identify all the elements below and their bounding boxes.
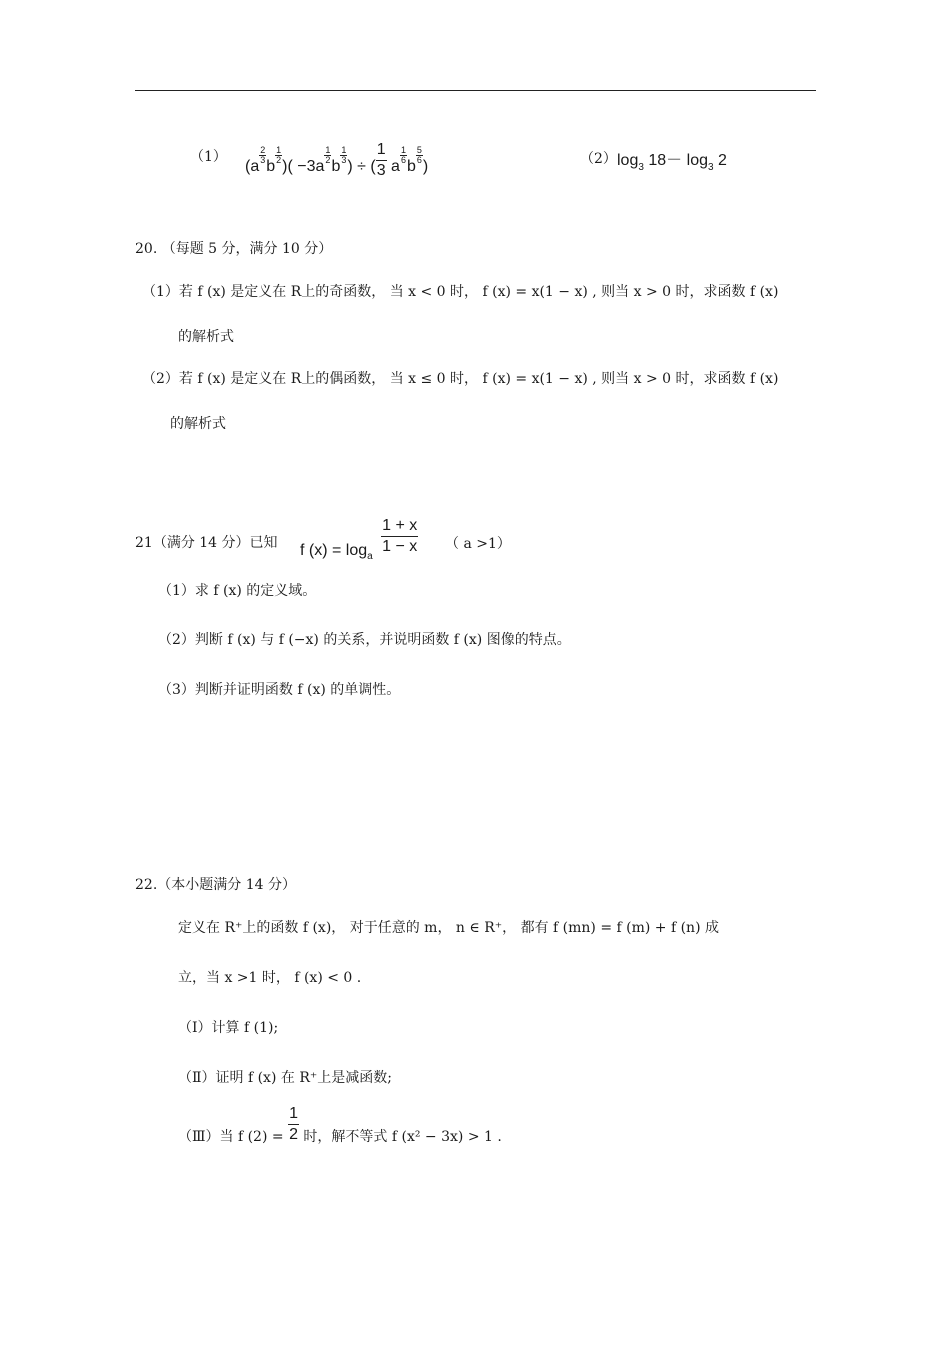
q22-part3: （Ⅲ）当 f (2) = $\frac{1}{2}$ 时，解不等式 f (x² − 3x) > 1 . <box>178 1105 502 1145</box>
q22-header: 22.（本小题满分 14 分） <box>135 877 296 893</box>
q21-header: 21（满分 14 分）已知 <box>135 535 278 551</box>
q21-part2: （2）判断 f (x) 与 f (−x) 的关系，并说明函数 f (x) 图像的特点。 <box>158 632 571 648</box>
q20-part2-line1: （2）若 f (x) 是定义在 R上的偶函数， 当 x ≤ 0 时， f (x) = x(1 − x) , 则当 x > 0 时，求函数 f (x) <box>142 371 779 387</box>
q19-part2-expression: $\log_3 18- \log_3 2$ <box>617 152 727 173</box>
q22-part2: （Ⅱ）证明 f (x) 在 R⁺上是减函数; <box>178 1070 392 1086</box>
top-rule <box>135 90 816 91</box>
q21-condition: （ a >1） <box>445 536 511 552</box>
q22-definition-line1: 定义在 R⁺上的函数 f (x)， 对于任意的 m， n ∈ R⁺， 都有 f (mn) = f (m) + f (n) 成 <box>178 920 719 936</box>
q20-part1-line1: （1）若 f (x) 是定义在 R上的奇函数， 当 x < 0 时， f (x) = x(1 − x) , 则当 x > 0 时，求函数 f (x) <box>142 284 779 300</box>
q22-part1: （Ⅰ）计算 f (1); <box>178 1020 279 1036</box>
q20-header: 20. （每题 5 分，满分 10 分） <box>135 241 333 257</box>
q19-part2-label: （2） <box>580 151 617 167</box>
q20-part1-line2: 的解析式 <box>178 329 234 345</box>
q21-function: f $(x) = \log_a$ $\frac{1 + x}{1 - x}$ <box>300 517 418 562</box>
q22-definition-line2: 立，当 x >1 时， f (x) < 0 . <box>178 970 362 986</box>
q19-part1-label: （1） <box>190 149 227 165</box>
q21-part3: （3）判断并证明函数 f (x) 的单调性。 <box>158 682 401 698</box>
q20-part2-line2: 的解析式 <box>170 416 226 432</box>
q19-part1-expression: (a $\frac{2}{3}$ b $\frac{1}{2}$ )( −3a $\frac{1}{2}$ b $\frac{1}{3}$ ) ÷ ( $\frac{1}{3}$ a $\frac{1}{6}$ b $\frac{5}{6}$ ) <box>245 141 429 179</box>
q21-part1: （1）求 f (x) 的定义域。 <box>158 583 317 599</box>
